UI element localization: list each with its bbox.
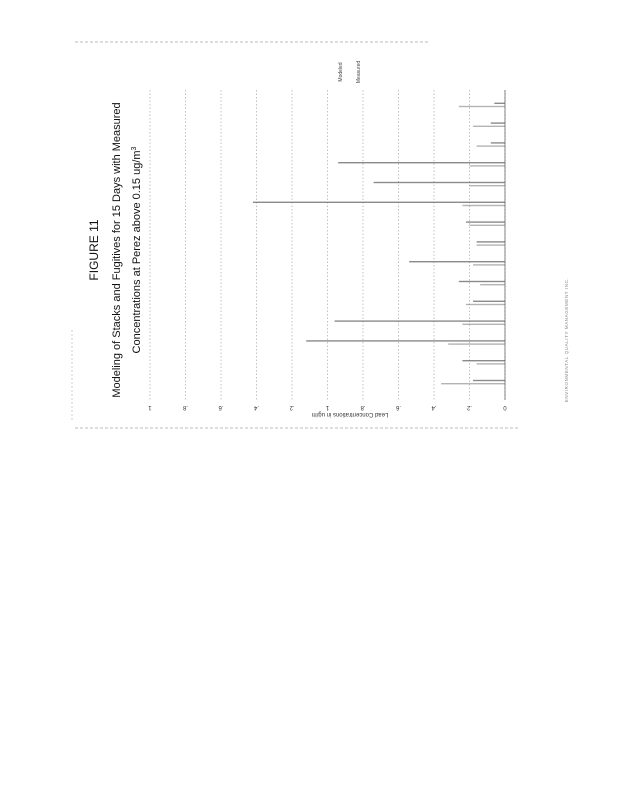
y-tick-label: .4 [431, 404, 437, 410]
bar [462, 205, 505, 206]
bar [477, 244, 505, 245]
chart-title-line1: Modeling of Stacks and Fugitives for 15 Days with Measured [111, 102, 123, 398]
bar [409, 261, 505, 262]
bar [448, 343, 505, 344]
bar [459, 281, 505, 282]
bar [470, 225, 506, 226]
y-tick-label: .8 [182, 404, 189, 410]
bar [338, 162, 505, 163]
bar [494, 103, 505, 104]
bar [470, 185, 506, 186]
bar [473, 380, 505, 381]
bar [306, 340, 505, 341]
bar [253, 202, 505, 203]
bar [477, 145, 505, 146]
bar [491, 122, 505, 123]
y-tick-label: 0 [503, 404, 507, 410]
bar [480, 284, 505, 285]
y-axis-label: Lead Concentrations in ug/m [311, 411, 389, 417]
legend [338, 61, 362, 83]
bar [470, 165, 506, 166]
y-tick-label: 1 [148, 404, 152, 410]
figure-label: FIGURE 11 [87, 219, 101, 281]
chart-title-superscript: 3 [131, 146, 138, 151]
y-tick-label: .8 [360, 404, 366, 410]
bar [466, 304, 505, 305]
y-tick-label: 1 [325, 404, 330, 410]
bar [473, 126, 505, 127]
bar [462, 324, 505, 325]
bar [374, 182, 505, 183]
legend-entry: Modeled [338, 62, 344, 82]
bar [441, 383, 505, 384]
bar [466, 221, 505, 222]
bar [491, 142, 505, 143]
chart-title-line2-text: Concentrations at Perez above 0.15 ug/m [131, 150, 143, 354]
page-footer: ENVIRONMENTAL QUALITY MANAGEMENT INC. [564, 277, 569, 403]
y-tick-label: .6 [395, 404, 402, 410]
bar [477, 241, 505, 242]
legend-entry: Measured [356, 60, 362, 84]
bar [477, 363, 505, 364]
bar [459, 106, 505, 107]
y-tick-label: .6 [218, 404, 224, 410]
bar [473, 301, 505, 302]
y-tick-label: .4 [253, 404, 260, 410]
plot-area [148, 90, 507, 410]
bar [462, 360, 505, 361]
chart-title-line2 [131, 146, 143, 353]
bar [335, 320, 505, 321]
chart-title-block [87, 102, 143, 397]
y-tick-label: .2 [289, 404, 295, 410]
bar [473, 264, 505, 265]
y-tick-label: .2 [466, 404, 473, 410]
